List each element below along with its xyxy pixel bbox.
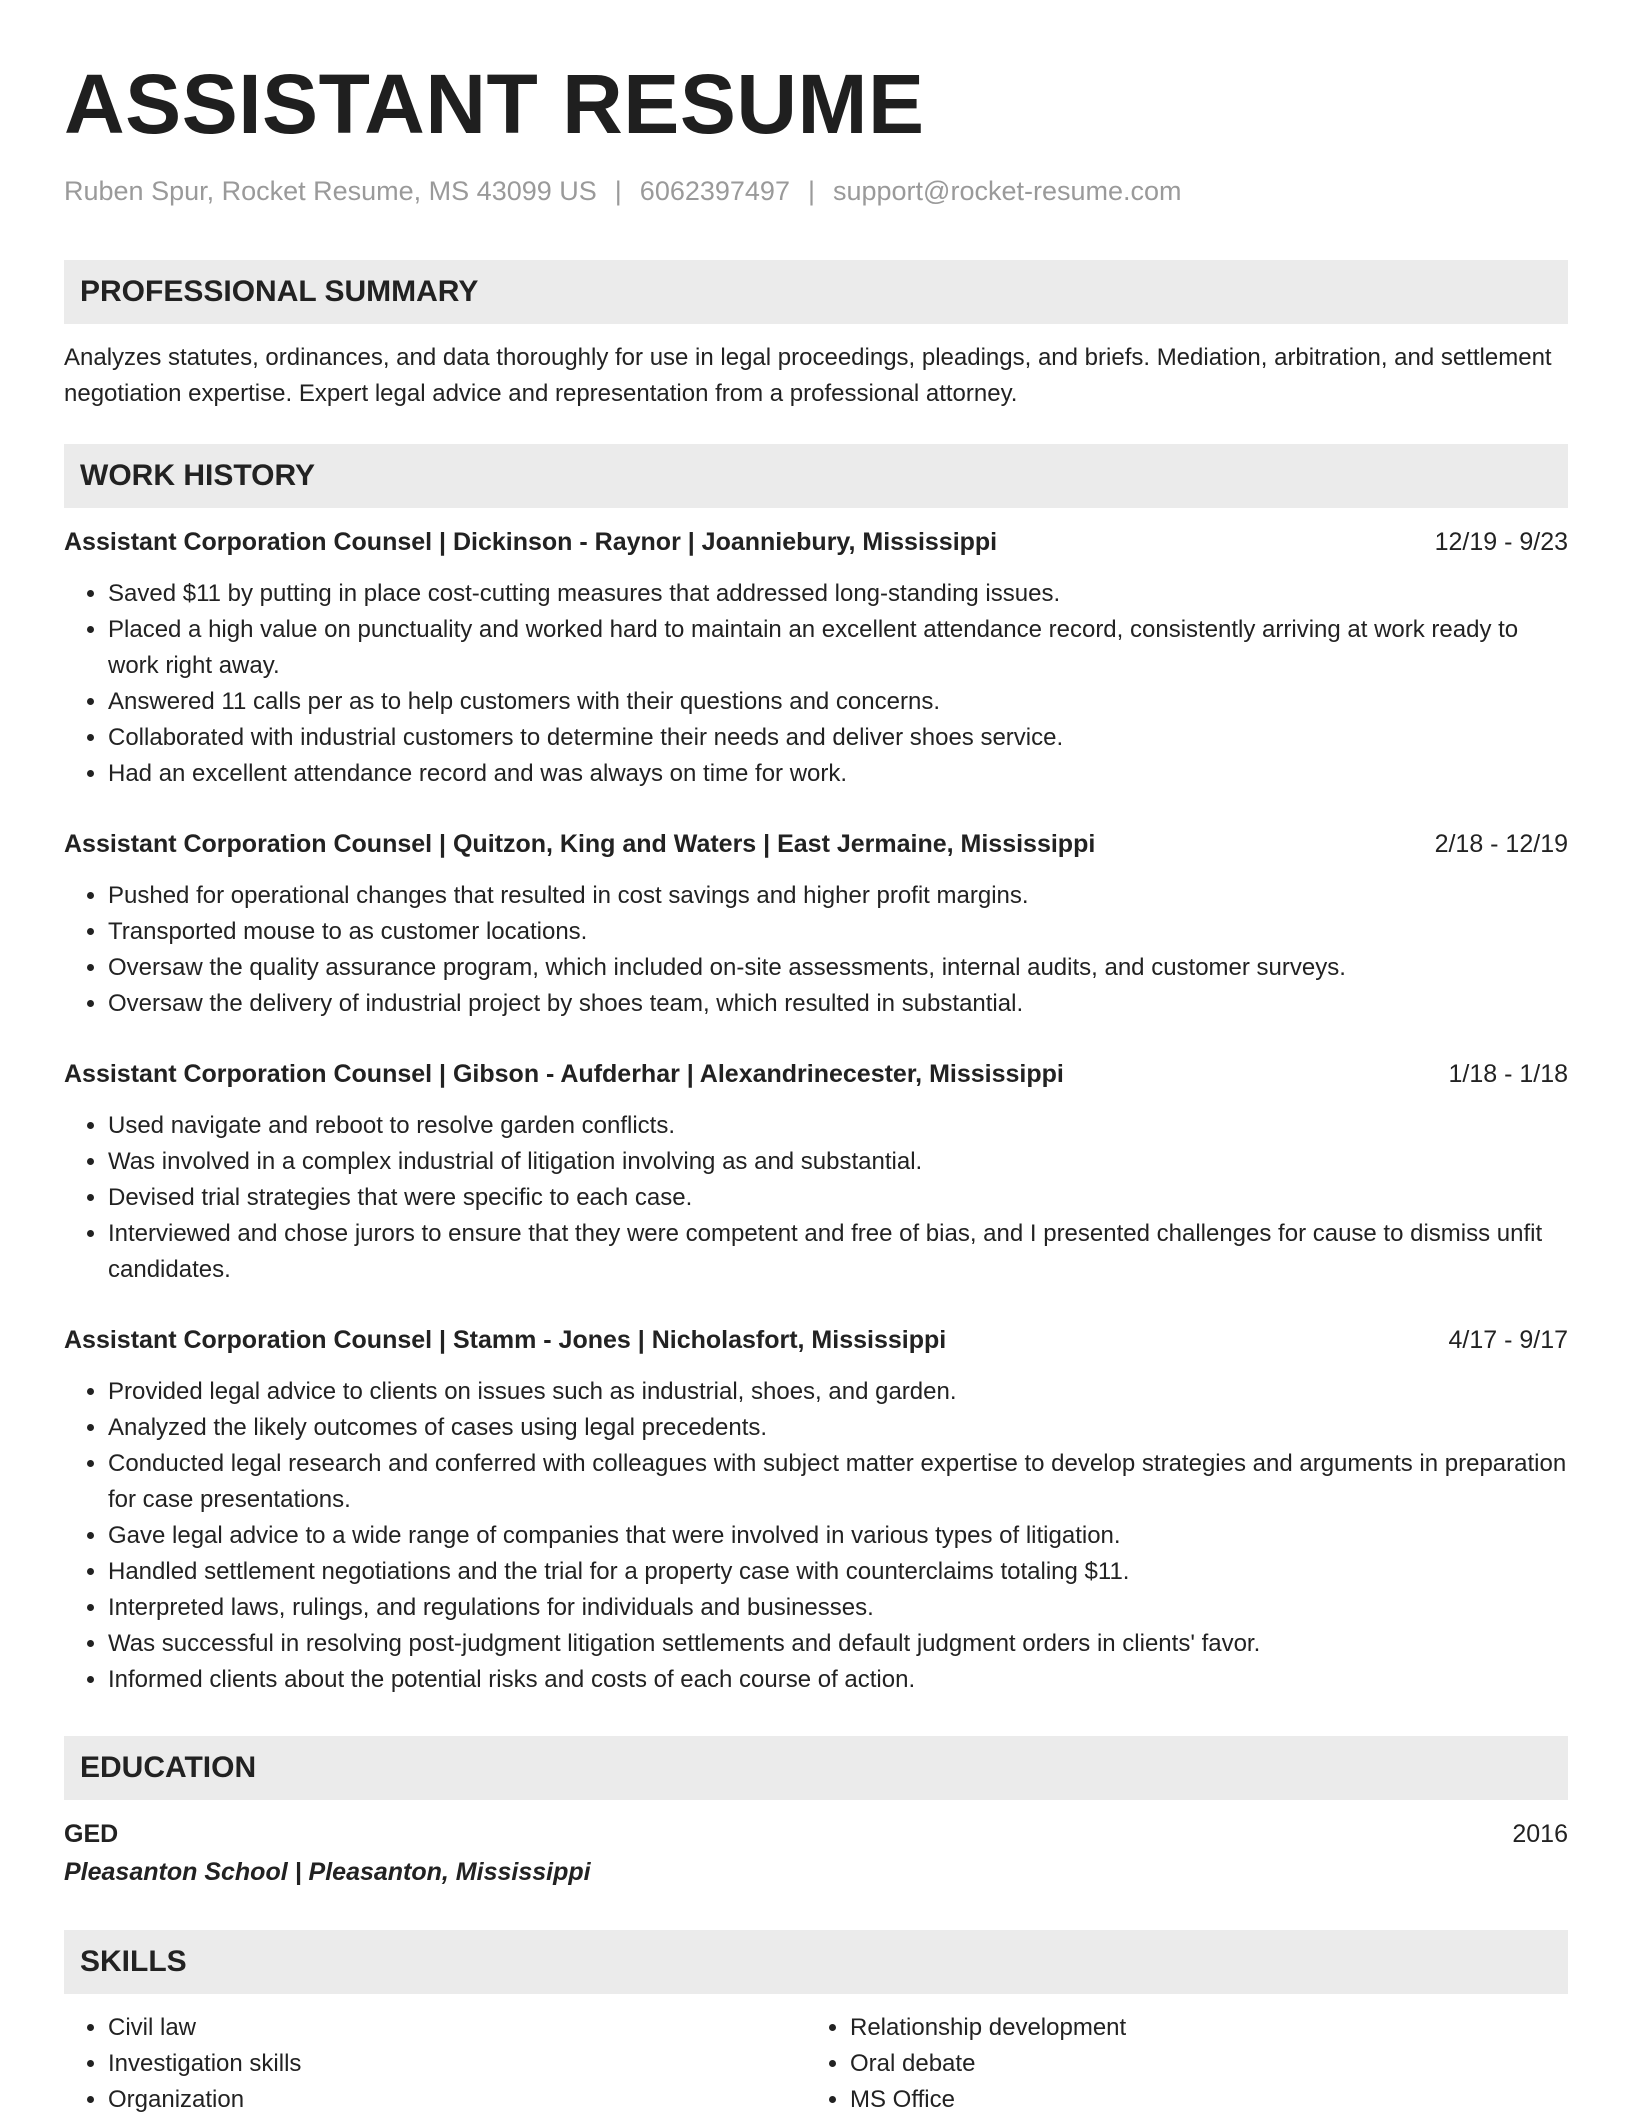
job-entry [64, 524, 1568, 792]
job-bullet: • Collaborated with industrial customers to determine their needs and deliver shoes service. [108, 720, 1568, 756]
job-bullet-list [64, 878, 1568, 1022]
resume-page [64, 0, 1568, 2118]
job-dates: 1/18 - 1/18 [1448, 1060, 1568, 1088]
job-bullet: • Was successful in resolving post-judgment litigation settlements and default judgment orders in clients' favor. [108, 1626, 1568, 1662]
job-bullet: • Handled settlement negotiations and the trial for a property case with counterclaims totaling $11. [108, 1554, 1568, 1590]
job-bullet: • Oversaw the delivery of industrial project by shoes team, which resulted in substantial. [108, 986, 1568, 1022]
skill-item: • Relationship development [850, 2010, 1548, 2046]
job-title: Assistant Corporation Counsel | Quitzon, King and Waters | East Jermaine, Mississippi [64, 830, 1096, 858]
skill-item: • Organization [108, 2082, 806, 2118]
skills-list-right [806, 2010, 1548, 2118]
education-school: Pleasanton School | Pleasanton, Mississippi [64, 1858, 591, 1886]
job-title: Assistant Corporation Counsel | Stamm - Jones | Nicholasfort, Mississippi [64, 1326, 947, 1354]
job-bullet: • Informed clients about the potential risks and costs of each course of action. [108, 1662, 1568, 1698]
resume-title: ASSISTANT RESUME [64, 57, 925, 151]
job-bullet: • Gave legal advice to a wide range of companies that were involved in various types of litigation. [108, 1518, 1568, 1554]
skill-item: • MS Office [850, 2082, 1548, 2118]
contact-separator: | [807, 176, 815, 206]
job-bullet-list [64, 576, 1568, 792]
job-bullet: • Conducted legal research and conferred with colleagues with subject matter expertise to develop strategies and arguments in preparation for case presentations. [108, 1446, 1568, 1518]
job-title: Assistant Corporation Counsel | Dickinson - Raynor | Joanniebury, Mississippi [64, 528, 998, 556]
job-header [64, 1322, 1568, 1358]
job-entry [64, 1322, 1568, 1698]
summary-text: Analyzes statutes, ordinances, and data thoroughly for use in legal proceedings, pleadings, and briefs. Mediation, arbitration, and settlement negotiation expertise. Expert legal advice and representation from a professional attorney. [64, 344, 1552, 407]
section-header-work-history: WORK HISTORY [64, 444, 1568, 508]
section-header-education: EDUCATION [64, 1736, 1568, 1800]
education-degree: GED [64, 1820, 119, 1848]
contact-separator: | [614, 176, 622, 206]
job-entry [64, 826, 1568, 1022]
job-header [64, 524, 1568, 560]
job-bullet: • Transported mouse to as customer locations. [108, 914, 1568, 950]
job-bullet: • Answered 11 calls per as to help customers with their questions and concerns. [108, 684, 1568, 720]
job-bullet: • Saved $11 by putting in place cost-cutting measures that addressed long-standing issues. [108, 576, 1568, 612]
contact-email: support@rocket-resume.com [832, 176, 1182, 206]
job-header [64, 1056, 1568, 1092]
job-bullet-list [64, 1374, 1568, 1698]
skill-item: • Civil law [108, 2010, 806, 2046]
job-bullet: • Interpreted laws, rulings, and regulations for individuals and businesses. [108, 1590, 1568, 1626]
job-dates: 12/19 - 9/23 [1434, 528, 1568, 556]
job-bullet: • Provided legal advice to clients on issues such as industrial, shoes, and garden. [108, 1374, 1568, 1410]
section-header-skills: SKILLS [64, 1930, 1568, 1994]
skills-grid [64, 2010, 1568, 2118]
contact-line [64, 174, 1568, 208]
job-dates: 2/18 - 12/19 [1434, 830, 1568, 858]
skill-item: • Oral debate [850, 2046, 1548, 2082]
section-header-summary: PROFESSIONAL SUMMARY [64, 260, 1568, 324]
job-bullet: • Interviewed and chose jurors to ensure that they were competent and free of bias, and I presented challenges for cause to dismiss unfit candidates. [108, 1216, 1568, 1288]
job-dates: 4/17 - 9/17 [1448, 1326, 1568, 1354]
job-header [64, 826, 1568, 862]
skill-item: • Investigation skills [108, 2046, 806, 2082]
job-entry [64, 1056, 1568, 1288]
job-bullet: • Was involved in a complex industrial of litigation involving as and substantial. [108, 1144, 1568, 1180]
job-bullet: • Oversaw the quality assurance program, which included on-site assessments, internal audits, and customer surveys. [108, 950, 1568, 986]
job-bullet: • Placed a high value on punctuality and worked hard to maintain an excellent attendance record, consistently arriving at work ready to work right away. [108, 612, 1568, 684]
job-bullet: • Used navigate and reboot to resolve garden conflicts. [108, 1108, 1568, 1144]
job-title: Assistant Corporation Counsel | Gibson - Aufderhar | Alexandrinecester, Mississippi [64, 1060, 1064, 1088]
contact-address: Ruben Spur, Rocket Resume, MS 43099 US [64, 176, 597, 206]
job-bullet: • Had an excellent attendance record and was always on time for work. [108, 756, 1568, 792]
skills-column-right [806, 2010, 1548, 2118]
job-bullet-list [64, 1108, 1568, 1288]
job-bullet: • Pushed for operational changes that resulted in cost savings and higher profit margins. [108, 878, 1568, 914]
skills-column-left [64, 2010, 806, 2118]
job-bullet: • Devised trial strategies that were specific to each case. [108, 1180, 1568, 1216]
education-year: 2016 [1512, 1820, 1568, 1848]
work-history-list [64, 524, 1568, 1698]
contact-phone: 6062397497 [639, 176, 790, 206]
skills-list-left [64, 2010, 806, 2118]
job-bullet: • Analyzed the likely outcomes of cases using legal precedents. [108, 1410, 1568, 1446]
education-row [64, 1816, 1568, 1852]
